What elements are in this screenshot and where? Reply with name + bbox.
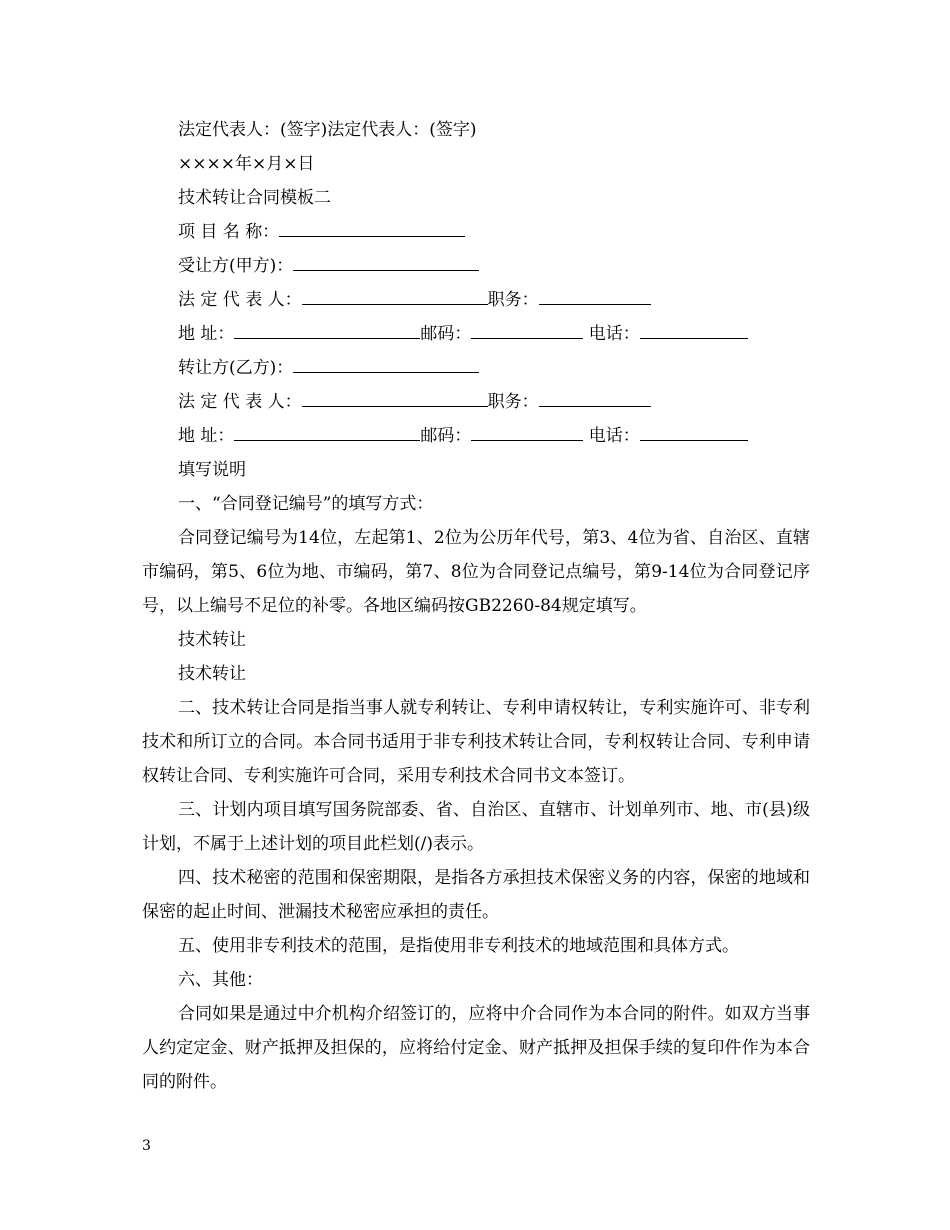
project-name-row	[142, 215, 810, 249]
postcode-blank-1	[471, 320, 583, 339]
postcode-label-2: 邮码：	[420, 426, 472, 446]
address-row-2	[142, 419, 810, 453]
address-row-1	[142, 317, 810, 351]
date-line: ××××年×月×日	[178, 154, 315, 174]
item4-paragraph: 四、技术秘密的范围和保密期限，是指各方承担技术保密义务的内容，保密的地域和保密的起止时间、泄漏技术秘密应承担的责任。	[142, 868, 810, 922]
item1-title: 一、“合同登记编号”的填写方式：	[178, 494, 434, 514]
legal-rep-row-1	[142, 283, 810, 317]
project-name-label: 项 目 名 称：	[178, 222, 280, 242]
address-label-1: 地 址：	[178, 324, 235, 344]
assignee-row	[142, 249, 810, 283]
tech-transfer-heading-1: 技术转让	[178, 630, 246, 650]
phone-blank-2	[640, 422, 748, 441]
legal-rep-row-2	[142, 385, 810, 419]
phone-label-2: 电话：	[583, 426, 640, 446]
tech-transfer-heading-2: 技术转让	[178, 664, 246, 684]
item6-title: 六、其他：	[178, 970, 263, 990]
address-blank-2	[234, 422, 420, 441]
position-label-2: 职务：	[487, 392, 539, 412]
page-number: 3	[142, 1138, 151, 1154]
item5-paragraph: 五、使用非专利技术的范围，是指使用非专利技术的地域范围和具体方式。	[178, 936, 739, 956]
postcode-label-1: 邮码：	[420, 324, 472, 344]
signature-line: 法定代表人：(签字)法定代表人：(签字)	[178, 120, 477, 140]
assignor-blank	[293, 354, 479, 373]
assignee-blank	[293, 252, 479, 271]
position-blank-2	[539, 388, 651, 407]
address-label-2: 地 址：	[178, 426, 235, 446]
legal-rep-blank-1	[302, 286, 488, 305]
document-body	[142, 113, 810, 1099]
position-blank-1	[539, 286, 651, 305]
phone-blank-1	[640, 320, 748, 339]
assignor-row	[142, 351, 810, 385]
legal-rep-label-1: 法 定 代 表 人：	[178, 290, 302, 310]
assignor-label: 转让方(乙方)：	[178, 358, 294, 378]
position-label-1: 职务：	[487, 290, 539, 310]
item6-body: 合同如果是通过中介机构介绍签订的，应将中介合同作为本合同的附件。如双方当事人约定定金、财产抵押及担保的，应将给付定金、财产抵押及担保手续的复印件作为本合同的附件。	[142, 1004, 810, 1092]
template-title: 技术转让合同模板二	[178, 188, 331, 208]
instructions-title: 填写说明	[178, 460, 246, 480]
legal-rep-label-2: 法 定 代 表 人：	[178, 392, 302, 412]
project-name-blank	[279, 218, 465, 237]
legal-rep-blank-2	[302, 388, 488, 407]
postcode-blank-2	[471, 422, 583, 441]
phone-label-1: 电话：	[583, 324, 640, 344]
assignee-label: 受让方(甲方)：	[178, 256, 294, 276]
address-blank-1	[234, 320, 420, 339]
item3-paragraph: 三、计划内项目填写国务院部委、省、自治区、直辖市、计划单列市、地、市(县)级计划，不属于上述计划的项目此栏划(/)表示。	[142, 800, 810, 854]
item1-body: 合同登记编号为14位，左起第1、2位为公历年代号，第3、4位为省、自治区、直辖市编码，第5、6位为地、市编码，第7、8位为合同登记点编号，第9-14位为合同登记序号，以上编号不足位的补零。各地区编码按GB2260-84规定填写。	[142, 528, 810, 616]
item2-paragraph: 二、技术转让合同是指当事人就专利转让、专利申请权转让，专利实施许可、非专利技术和所订立的合同。本合同书适用于非专利技术转让合同，专利权转让合同、专利申请权转让合同、专利实施许可合同，采用专利技术合同书文本签订。	[142, 698, 810, 786]
